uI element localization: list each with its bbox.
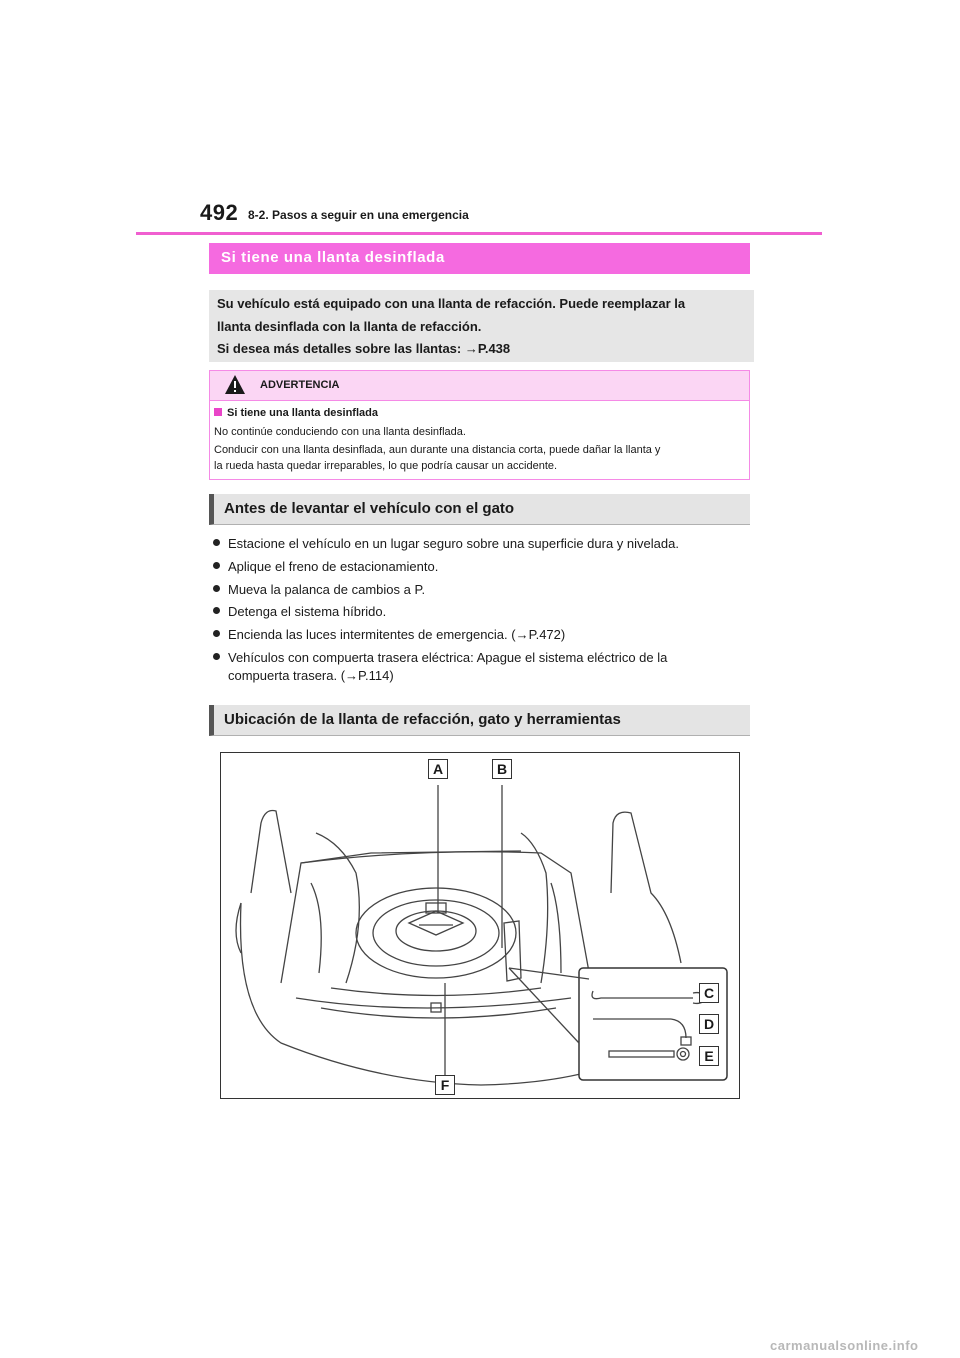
section-heading-before-jacking	[209, 494, 750, 525]
warning-line-1: No continúe conduciendo con una llanta desinflada.	[214, 426, 466, 438]
page-header	[200, 200, 820, 236]
warning-icon	[224, 374, 246, 396]
watermark: carmanualsonline.info	[770, 1338, 919, 1353]
main-title-banner	[209, 243, 750, 274]
intro-line-3: Si desea más detalles sobre las llantas: →P.438	[217, 341, 511, 356]
bullet-icon	[213, 653, 220, 660]
header-rule	[136, 232, 822, 235]
callout-label-e: E	[699, 1046, 719, 1066]
trunk-illustration	[220, 752, 740, 1099]
section-title: 8-2. Pasos a seguir en una emergencia	[248, 208, 469, 222]
trunk-drawing	[221, 753, 739, 1098]
bullet-continuation: compuerta trasera. (→P.114)	[228, 668, 394, 683]
bullet-item: Vehículos con compuerta trasera eléctrica: Apague el sistema eléctrico de la	[213, 650, 667, 665]
callout-label-d: D	[699, 1014, 719, 1034]
main-title: Si tiene una llanta desinflada	[221, 249, 445, 266]
intro-box	[209, 290, 754, 362]
bullet-icon	[213, 630, 220, 637]
intro-line-1: Su vehículo está equipado con una llanta de refacción. Puede reemplazar la	[217, 296, 686, 311]
bullet-item: Mueva la palanca de cambios a P.	[213, 582, 425, 597]
section-heading-text: Ubicación de la llanta de refacción, gato y herramientas	[224, 711, 621, 728]
callout-label-f: F	[435, 1075, 455, 1095]
bullet-item: Estacione el vehículo en un lugar seguro sobre una superficie dura y nivelada.	[213, 536, 679, 551]
square-bullet-icon	[214, 408, 222, 416]
section-heading-spare-location	[209, 705, 750, 736]
bullet-icon	[213, 562, 220, 569]
warning-line-3: la rueda hasta quedar irreparables, lo que podría causar un accidente.	[214, 460, 558, 472]
page-number: 492	[200, 200, 239, 225]
bullet-icon	[213, 539, 220, 546]
callout-label-b: B	[492, 759, 512, 779]
bullet-item: Encienda las luces intermitentes de emergencia. (→P.472)	[213, 627, 565, 642]
warning-line-2: Conducir con una llanta desinflada, aun durante una distancia corta, puede dañar la llanta y	[214, 444, 661, 456]
bullet-icon	[213, 585, 220, 592]
warning-header	[210, 371, 749, 401]
warning-subtitle-text: Si tiene una llanta desinflada	[227, 407, 378, 419]
warning-title: ADVERTENCIA	[260, 379, 340, 391]
bullet-icon	[213, 607, 220, 614]
callout-label-c: C	[699, 983, 719, 1003]
callout-label-a: A	[428, 759, 448, 779]
warning-box	[209, 370, 750, 480]
bullet-item: Detenga el sistema híbrido.	[213, 604, 386, 619]
intro-line-2: llanta desinflada con la llanta de refacción.	[217, 319, 482, 334]
warning-subtitle	[214, 407, 378, 419]
section-heading-text: Antes de levantar el vehículo con el gato	[224, 500, 515, 517]
bullet-item: Aplique el freno de estacionamiento.	[213, 559, 438, 574]
